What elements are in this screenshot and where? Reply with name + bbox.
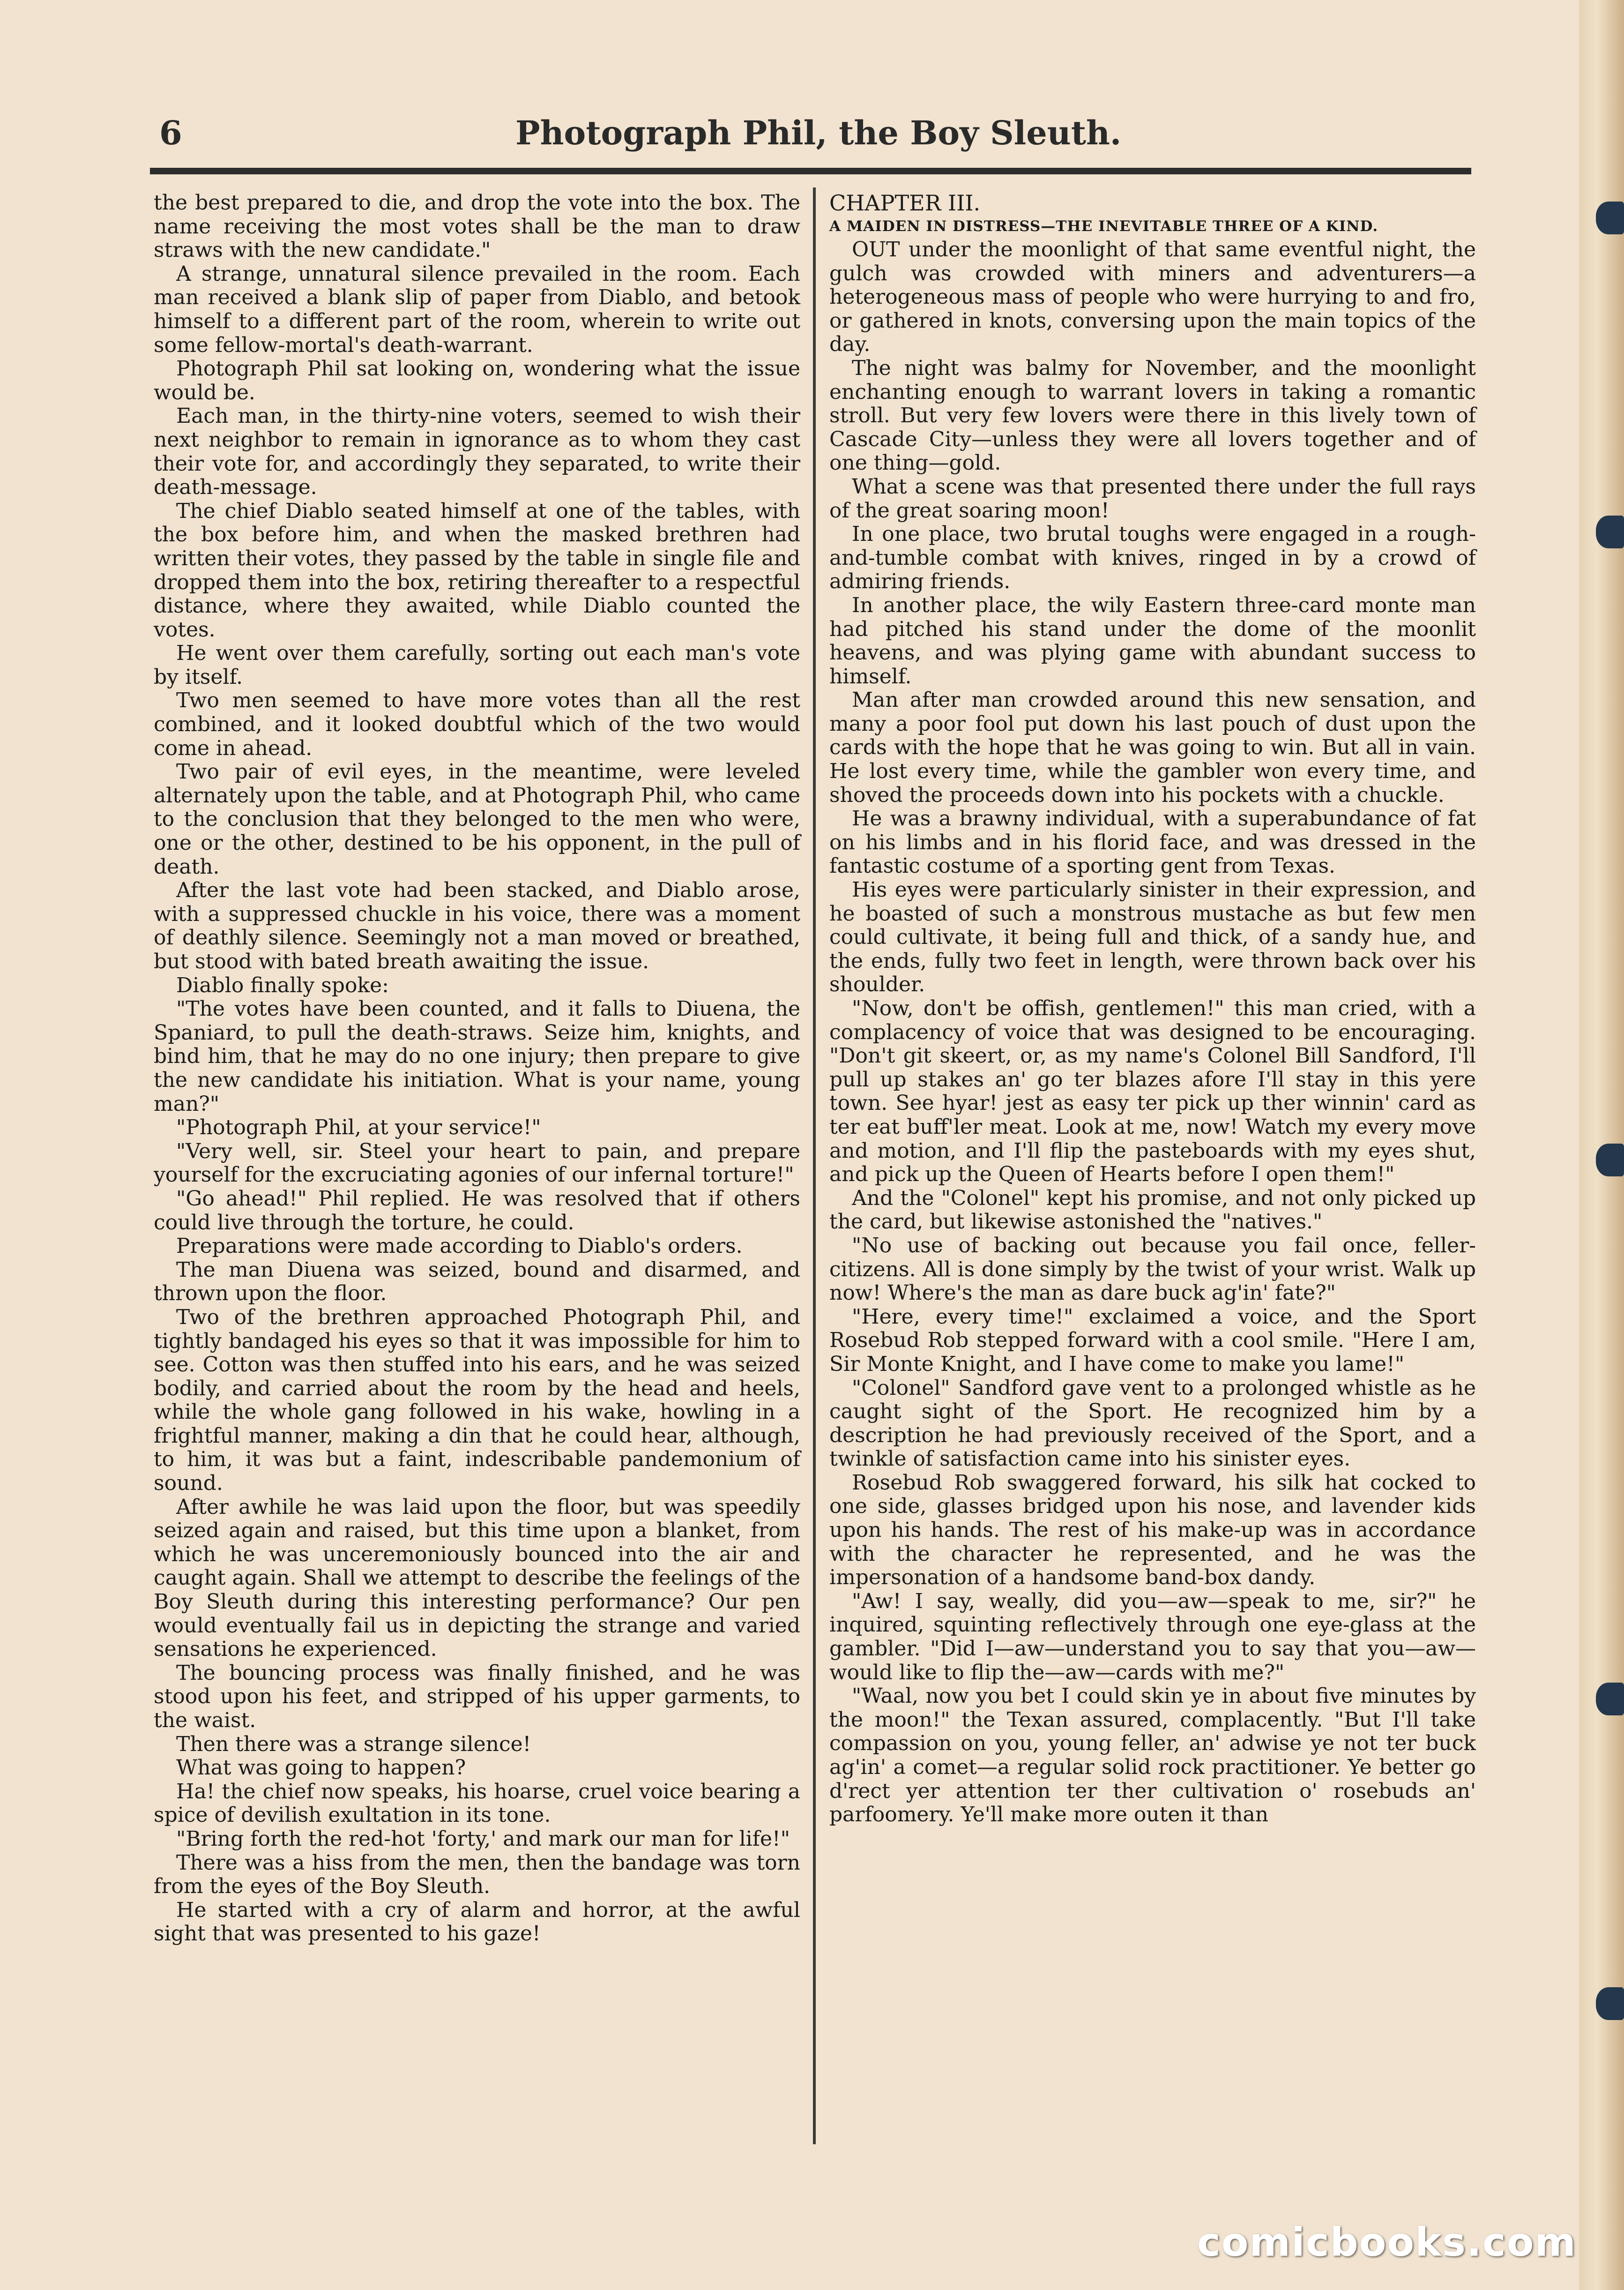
paragraph: The man Diuena was seized, bound and disarmed, and thrown upon the floor. xyxy=(154,1257,800,1306)
paragraph: There was a hiss from the men, then the bandage was torn from the eyes of the Boy Sleuth. xyxy=(154,1850,800,1899)
paragraph: He went over them carefully, sorting out each man's vote by itself. xyxy=(154,641,800,689)
binding-hole xyxy=(1596,202,1624,234)
paragraph: In another place, the wily Eastern three-card monte man had pitched his stand under the dome of the moonlit heavens, and was plying game with abundant success to himself. xyxy=(829,593,1476,688)
paragraph: The chief Diablo seated himself at one of the tables, with the box before him, and when the masked brethren had written their votes, they passed by the table in single file and dropped them into the box, retiring thereafter to a respectful distance, where they awaited, while Diablo counted the votes. xyxy=(154,499,800,642)
page-header xyxy=(150,109,1471,160)
paragraph: "The votes have been counted, and it falls to Diuena, the Spaniard, to pull the death-straws. Seize him, knights, and bind him, that he may do no one injury; then prepare to give the new candidate his initiation. What is your name, young man?" xyxy=(154,997,800,1116)
column-divider xyxy=(813,187,816,2144)
paragraph: "Colonel" Sandford gave vent to a prolonged whistle as he caught sight of the Sport. He recognized him by a description he had previously received of the Sport, and a twinkle of satisfaction came into his sinister eyes. xyxy=(829,1376,1476,1471)
chapter-title: CHAPTER III. xyxy=(829,190,981,216)
paragraph: the best prepared to die, and drop the vote into the box. The name receiving the most votes shall be the man to draw straws with the new candidate." xyxy=(154,191,800,262)
paragraph: Two men seemed to have more votes than all the rest combined, and it looked doubtful which of the two would come in ahead. xyxy=(154,688,800,760)
spine-binding xyxy=(1579,0,1624,2290)
paragraph: Two of the brethren approached Photograph Phil, and tightly bandaged his eyes so that it was impossible for him to see. Cotton was then stuffed into his ears, and he was seized bodily, and carried about the room by the head and heels, while the whole gang followed in his wake, howling in a frightful manner, making a din that he could hear, although, to him, it was but a faint, indescribable pandemonium of sound. xyxy=(154,1305,800,1496)
paragraph: After awhile he was laid upon the floor, but was speedily seized again and raised, but this time upon a blanket, from which he was unceremoniously bounced into the air and caught again. Shall we attempt to describe the feelings of the Boy Sleuth during this interesting performance? Our pen would eventually fail us in depicting the strange and varied sensations he experienced. xyxy=(154,1495,800,1661)
binding-hole xyxy=(1596,516,1624,548)
paragraph: After the last vote had been stacked, and Diablo arose, with a suppressed chuckle in his voice, there was a moment of deathly silence. Seemingly not a man moved or breathed, but stood with bated breath awaiting the issue. xyxy=(154,878,800,973)
paragraph: OUT under the moonlight of that same eventful night, the gulch was crowded with miners and adventurers—a heterogeneous mass of people who were hurrying to and fro, or gathered in knots, conversing upon the main topics of the day. xyxy=(829,238,1476,357)
chapter-subtitle: A MAIDEN IN DISTRESS—THE INEVITABLE THREE OF A KIND. xyxy=(829,218,1378,235)
paragraph: His eyes were particularly sinister in their expression, and he boasted of such a monstrous mustache as but few men could cultivate, it being full and thick, of a sandy hue, and the ends, fully two feet in length, were thrown back over his shoulder. xyxy=(829,878,1476,997)
paragraph: "Now, don't be offish, gentlemen!" this man cried, with a complacency of voice that was designed to be encouraging. "Don't git skeert, or, as my name's Colonel Bill Sandford, I'll pull up stakes an' go ter blazes afore I'll stay in this yere town. See hyar! jest as easy ter pick up ther winnin' card as ter eat buff'ler meat. Look at me, now! Watch my every move and motion, and I'll flip the pasteboards with my eyes shut, and pick up the Queen of Hearts before I open them!" xyxy=(829,996,1476,1187)
paragraph: Man after man crowded around this new sensation, and many a poor fool put down his last pouch of dust upon the cards with the hope that he was going to win. But all in vain. He lost every time, while the gambler won every time, and shoved the proceeds down into his pockets with a chuckle. xyxy=(829,688,1476,807)
binding-hole xyxy=(1596,1144,1624,1176)
paragraph: He was a brawny individual, with a superabundance of fat on his limbs and in his florid face, and was dressed in the fantastic costume of a sporting gent from Texas. xyxy=(829,807,1476,878)
page-number: 6 xyxy=(159,113,182,152)
paragraph: What a scene was that presented there under the full rays of the great soaring moon! xyxy=(829,474,1476,523)
paragraph: And the "Colonel" kept his promise, and not only picked up the card, but likewise astonished the "natives." xyxy=(829,1186,1476,1234)
paragraph: "Here, every time!" exclaimed a voice, and the Sport Rosebud Rob stepped forward with a cool smile. "Here I am, Sir Monte Knight, and I have come to make you lame!" xyxy=(829,1304,1476,1376)
paragraph: A strange, unnatural silence prevailed in the room. Each man received a blank slip of paper from Diablo, and betook himself to a different part of the room, wherein to write out some fellow-mortal's death-warrant. xyxy=(154,262,800,357)
paragraph: Each man, in the thirty-nine voters, seemed to wish their next neighbor to remain in ignorance as to whom they cast their vote for, and accordingly they separated, to write their death-message. xyxy=(154,404,800,500)
paragraph: Rosebud Rob swaggered forward, his silk hat cocked to one side, glasses bridged upon his nose, and lavender kids upon his hands. The rest of his make-up was in accordance with the character he represented, and he was the impersonation of a handsome band-box dandy. xyxy=(829,1470,1476,1590)
paragraph: Then there was a strange silence! xyxy=(176,1732,531,1756)
paragraph: He started with a cry of alarm and horror, at the awful sight that was presented to his gaze! xyxy=(154,1898,800,1946)
paragraph: "Waal, now you bet I could skin ye in about five minutes by the moon!" the Texan assured, complacently. "But I'll take compassion on you, young feller, an' adwise ye not ter buck ag'in' a comet—a regular solid rock practitioner. Ye better go d'rect yer attention ter ther cultivation o' rosebuds an' parfoomery. Ye'll make more outen it than xyxy=(829,1684,1476,1827)
paragraph: Preparations were made according to Diablo's orders. xyxy=(176,1234,743,1258)
right-column xyxy=(829,191,1476,1827)
paragraph: "Bring forth the red-hot 'forty,' and mark our man for life!" xyxy=(176,1826,790,1851)
paragraph: Diablo finally spoke: xyxy=(176,973,389,997)
paragraph: What was going to happen? xyxy=(176,1756,466,1780)
header-rule xyxy=(150,168,1471,174)
paragraph: "No use of backing out because you fail once, feller-citizens. All is done simply by the twist of your wrist. Walk up now! Where's the man as dare buck ag'in' fate?" xyxy=(829,1233,1476,1305)
paragraph: "Aw! I say, weally, did you—aw—speak to me, sir?" he inquired, squinting reflectively through one eye-glass at the gambler. "Did I—aw—understand you to say that you—aw—would like to flip the—aw—cards with me?" xyxy=(829,1589,1476,1684)
right-column-body xyxy=(829,238,1476,1827)
binding-hole xyxy=(1596,1987,1624,2020)
paragraph: The night was balmy for November, and the moonlight enchanting enough to warrant lovers in taking a romantic stroll. But very few lovers were there in this lively town of Cascade City—unless they were all lovers together and of one thing—gold. xyxy=(829,356,1476,475)
watermark: comicbooks.com xyxy=(1197,2219,1577,2265)
left-column xyxy=(154,191,800,1946)
paragraph: Two pair of evil eyes, in the meantime, were leveled alternately upon the table, and at Photograph Phil, who came to the conclusion that they belonged to the men who were, one or the other, destined to be his opponent, in the pull of death. xyxy=(154,760,800,879)
paragraph: In one place, two brutal toughs were engaged in a rough-and-tumble combat with knives, ringed in by a crowd of admiring friends. xyxy=(829,522,1476,594)
binding-hole xyxy=(1596,1683,1624,1715)
paragraph: "Photograph Phil, at your service!" xyxy=(176,1115,541,1140)
running-title: Photograph Phil, the Boy Sleuth. xyxy=(515,113,1122,152)
paragraph: "Go ahead!" Phil replied. He was resolved that if others could live through the torture, he could. xyxy=(154,1186,800,1235)
paragraph: Ha! the chief now speaks, his hoarse, cruel voice bearing a spice of devilish exultation in its tone. xyxy=(154,1779,800,1827)
paragraph: The bouncing process was finally finished, and he was stood upon his feet, and stripped of his upper garments, to the waist. xyxy=(154,1661,800,1732)
paragraph: Photograph Phil sat looking on, wondering what the issue would be. xyxy=(154,357,800,404)
paragraph: "Very well, sir. Steel your heart to pain, and prepare yourself for the excruciating agonies of our infernal torture!" xyxy=(154,1139,800,1187)
